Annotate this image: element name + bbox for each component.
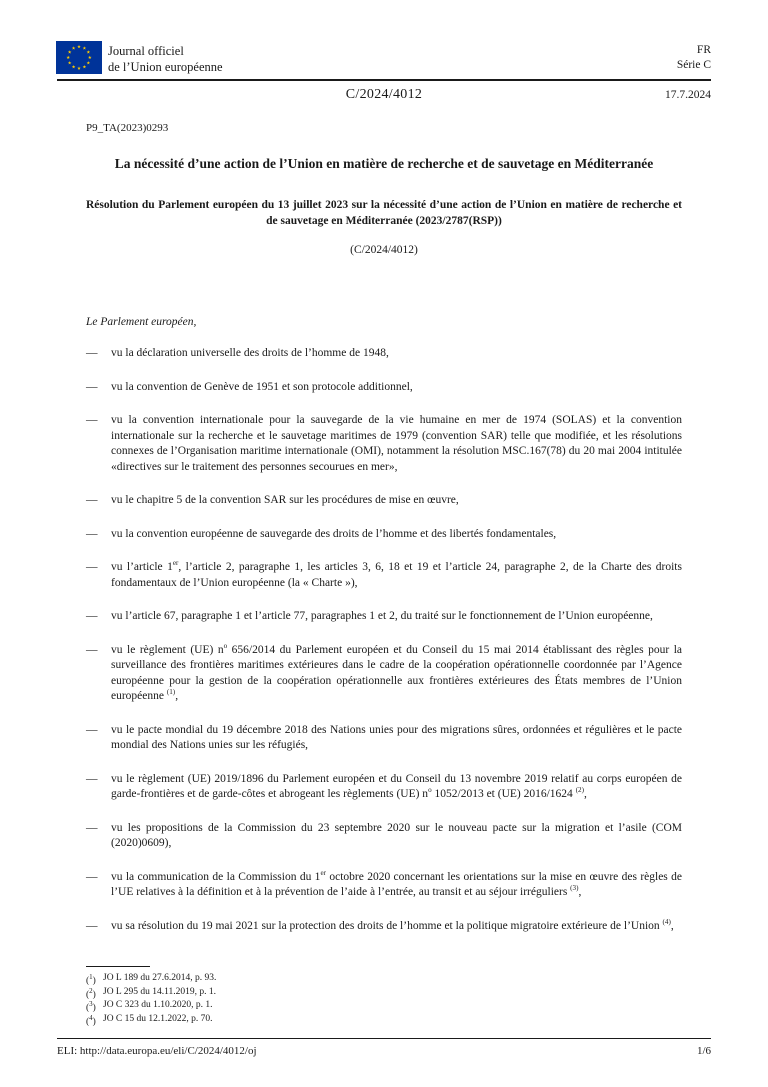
citation-dash: — <box>86 919 98 932</box>
page-number: 1/6 <box>696 1045 711 1057</box>
citation-dash: — <box>86 527 98 540</box>
citation-item <box>86 527 682 543</box>
citation-dash: — <box>86 380 98 393</box>
journal-title-line2: de l’Union européenne <box>108 60 223 74</box>
citation-text: vu le pacte mondial du 19 décembre 2018 des Nations unies pour des migrations sûres, ordonnées et régulières et le pacte mondial des Nations unies sur les réfugiés, <box>111 723 682 751</box>
procedure-number: P9_TA(2023)0293 <box>86 122 169 134</box>
resolution-subtitle: Résolution du Parlement européen du 13 juillet 2023 sur la nécessité d’une action de l’Union en matière de recherche et de sauvetage en Méditerranée (2023/2787(RSP)) <box>86 199 682 227</box>
citation-text: vu le règlement (UE) 2019/1896 du Parlement européen et du Conseil du 13 novembre 2019 relatif au corps européen de garde-frontières et de garde-côtes et abrogeant les règlements (UE) $n^o$ 1052/2013 et (UE) 2016/1624 $^{(2)}$, <box>111 772 682 800</box>
footnote-marker: ($^4$) <box>86 1013 96 1027</box>
footnote-block <box>86 966 682 1026</box>
eli-line <box>57 1045 257 1057</box>
citation-dash: — <box>86 723 98 736</box>
journal-title <box>108 43 223 75</box>
citation-dash: — <box>86 347 98 359</box>
citation-dash: — <box>86 414 98 426</box>
footnote-item <box>86 972 682 986</box>
citation-text: vu le chapitre 5 de la convention SAR sur les procédures de mise en œuvre, <box>111 494 459 506</box>
language-series <box>677 43 711 73</box>
citation-item <box>86 723 682 754</box>
header-divider <box>57 79 711 81</box>
footnote-item <box>86 986 682 1000</box>
footer-divider <box>57 1038 711 1039</box>
citations-list <box>86 346 682 934</box>
footnote-item <box>86 999 682 1013</box>
citation-text: vu sa résolution du 19 mai 2021 sur la protection des droits de l’homme et la politique migratoire extérieure de l’Union $^{(4)}$, <box>111 917 674 932</box>
celex-reference: (C/2024/4012) <box>350 244 418 256</box>
eli-prefix: ELI: <box>57 1045 80 1057</box>
footnote-text: JO L 189 du 27.6.2014, p. 93. <box>103 973 217 983</box>
citation-item <box>86 643 682 705</box>
footnote-text: JO C 323 du 1.10.2020, p. 1. <box>103 1000 213 1010</box>
citation-item <box>86 609 682 625</box>
citation-text: vu les propositions de la Commission du 23 septembre 2020 sur le nouveau pacte sur la migration et l’asile (COM (2020)0609), <box>111 821 682 849</box>
document-body <box>86 122 682 934</box>
citation-item <box>86 560 682 591</box>
citation-item <box>86 346 682 362</box>
citation-item <box>86 821 682 852</box>
citation-text: vu l’article 1er, l’article 2, paragraphe 1, les articles 3, 6, 18 et 19 et l’article 24, paragraphe 2, de la Charte des droits fondamentaux de l’Union européenne (la « Charte »), <box>111 559 682 589</box>
citation-item <box>86 919 682 935</box>
citation-text: vu la communication de la Commission du 1er octobre 2020 concernant les orientations sur la mise en œuvre des règles de l’UE relatives à la définition et à la prévention de l’aide à l’entrée, au transit et au séjour irréguliers $^{(3)}$, <box>111 868 682 898</box>
citation-dash: — <box>86 610 98 622</box>
citation-dash: — <box>86 494 98 506</box>
footnote-marker: ($^2$) <box>86 986 96 1000</box>
citation-dash: — <box>86 821 98 834</box>
footer <box>57 1045 711 1057</box>
footnotes-list <box>86 972 682 1026</box>
citation-text: vu la convention internationale pour la sauvegarde de la vie humaine en mer de 1974 (SOLAS) et la convention internationale sur la recherche et le sauvetage maritimes de 1979 (convention SAR) telle que modifiée, et les résolutions connexes de l’Organisation maritime internationale (OMI), notamment la résolution MSC.167(78) du 20 mai 2004 intitulée «directives sur le traitement des personnes secourues en mer», <box>111 414 682 473</box>
citation-item <box>86 772 682 803</box>
footnote-marker: ($^3$) <box>86 1000 96 1014</box>
citation-item <box>86 493 682 509</box>
citation-dash: — <box>86 870 98 883</box>
citation-text: vu la convention de Genève de 1951 et son protocole additionnel, <box>111 380 413 393</box>
page-title: La nécessité d’une action de l’Union en matière de recherche et de sauvetage en Méditerranée <box>114 156 654 171</box>
language-code: FR <box>696 44 711 56</box>
citation-dash: — <box>86 561 98 573</box>
document-date: 17.7.2024 <box>665 89 711 101</box>
intro-line: Le Parlement européen, <box>86 316 197 328</box>
citation-item <box>86 380 682 396</box>
footnote-text: JO L 295 du 14.11.2019, p. 1. <box>103 986 217 997</box>
citation-item <box>86 413 682 475</box>
document-number: C/2024/4012 <box>345 87 423 102</box>
footnote-separator <box>86 966 150 967</box>
citation-dash: — <box>86 643 98 656</box>
eu-flag-icon <box>56 41 102 74</box>
footnote-item <box>86 1013 682 1027</box>
journal-title-line1: Journal officiel <box>108 44 184 58</box>
series-label: Série C <box>676 59 711 71</box>
citation-text: vu la convention européenne de sauvegarde des droits de l’homme et des libertés fondamentales, <box>111 527 557 540</box>
footnote-marker: ($^1$) <box>86 973 96 987</box>
eli-link[interactable]: http://data.europa.eu/eli/C/2024/4012/oj <box>79 1045 257 1057</box>
citation-text: vu le règlement (UE) $n^o$ 656/2014 du Parlement européen et du Conseil du 15 mai 2014 établissant des règles pour la surveillance des frontières maritimes extérieures dans le cadre de la coopération opérationnelle coordonnée par l’Agence européenne pour la gestion de la coopération opérationnelle aux frontières extérieures des États membres de l’Union européenne $^{(1)}$, <box>111 641 682 702</box>
citation-item <box>86 870 682 901</box>
footnote-text: JO C 15 du 12.1.2022, p. 70. <box>103 1013 213 1024</box>
citation-text: vu la déclaration universelle des droits de l’homme de 1948, <box>111 347 389 359</box>
citation-dash: — <box>86 772 98 785</box>
citation-text: vu l’article 67, paragraphe 1 et l’article 77, paragraphes 1 et 2, du traité sur le fonctionnement de l’Union européenne, <box>111 610 653 622</box>
